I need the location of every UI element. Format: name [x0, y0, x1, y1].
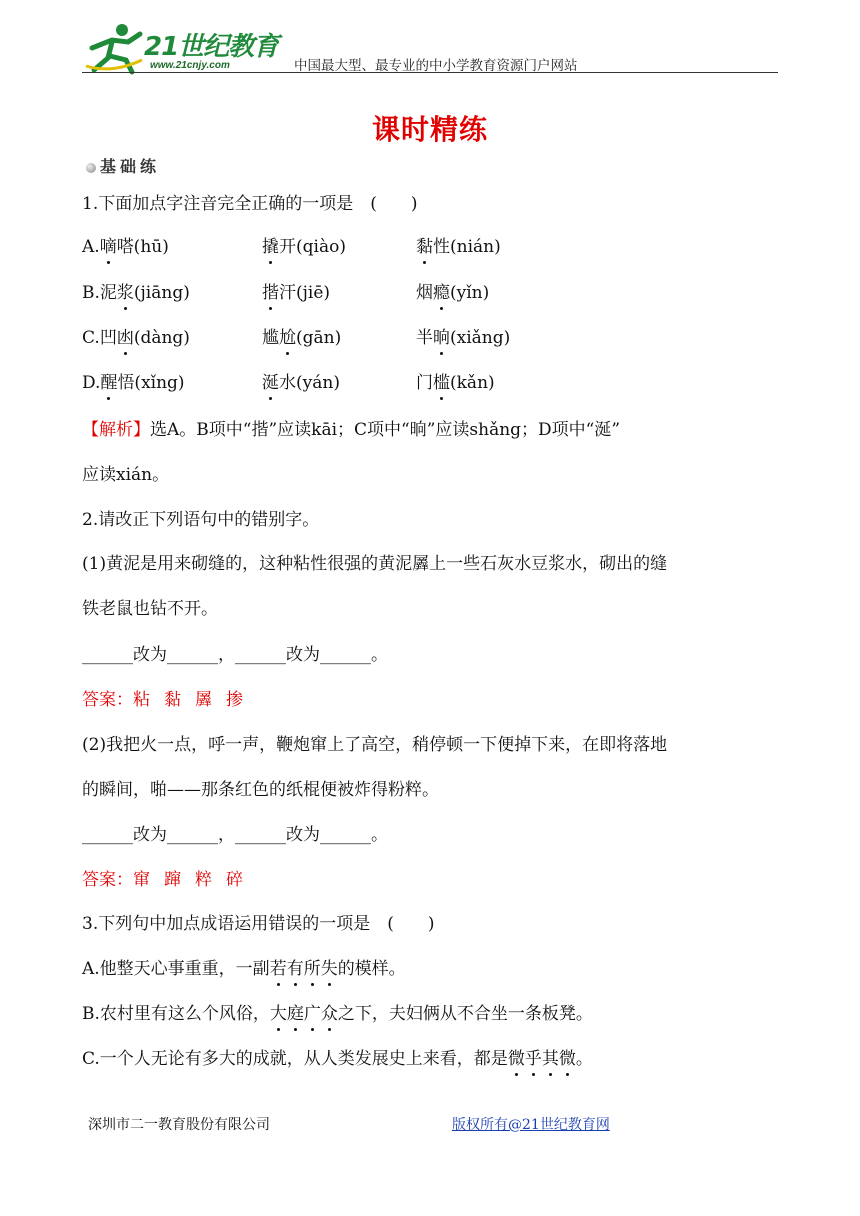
dotted-char: 黏: [416, 237, 433, 257]
word-prefix: 烟: [416, 283, 433, 303]
dotted-char: 失: [320, 959, 338, 979]
dotted-char: 其: [541, 1049, 559, 1069]
word-prefix: 半: [416, 328, 433, 348]
option-label: D.: [82, 373, 101, 393]
page-title: 课时精练: [371, 113, 488, 146]
dotted-char: 众: [320, 1004, 338, 1024]
dotted-char: 槛: [433, 373, 450, 393]
option-label: A.: [82, 237, 100, 257]
answer-value: 窜蹿粹碎: [133, 870, 257, 890]
dotted-char: 凼: [116, 328, 134, 348]
word-suffix: 开(qiào): [279, 237, 346, 257]
analysis-tag: 【解析】: [82, 420, 150, 440]
answer-label: 答案：: [82, 690, 133, 710]
dotted-char: 大: [269, 1004, 287, 1024]
dotted-char: 广: [303, 1004, 321, 1024]
dotted-char: 有: [286, 959, 304, 979]
q2-p1-line1: (1)黄泥是用来砌缝的，这种粘性很强的黄泥羼上一些石灰水豆浆水，砌出的缝: [82, 554, 668, 574]
word-prefix: 门: [416, 373, 433, 393]
word-suffix: (kǎn): [450, 373, 495, 393]
section-heading: [86, 154, 160, 177]
dotted-char: 若: [269, 959, 287, 979]
dotted-char: 乎: [524, 1049, 542, 1069]
q1-stem: 1.下面加点字注音完全正确的一项是 ( ): [82, 194, 418, 214]
word-suffix: (xiǎng): [450, 328, 511, 348]
q1-option-d-word-3: [416, 371, 495, 395]
option-text: 的模样。: [337, 959, 406, 979]
logo-text: 21世纪教育: [144, 32, 279, 62]
word-suffix: (dàng): [133, 328, 190, 348]
dotted-char: 揩: [262, 283, 279, 303]
option-text: 之下，夫妇俩从不合坐一条板凳。: [337, 1004, 593, 1024]
q2-p2-line1: (2)我把火一点，呼一声，鞭炮窜上了高空，稍停顿一下便掉下来，在即将落地: [82, 735, 668, 755]
dotted-char: 涎: [262, 373, 279, 393]
dotted-char: 浆: [116, 283, 134, 303]
dotted-char: 微: [558, 1049, 576, 1069]
word-prefix: 尴: [262, 328, 279, 348]
word-suffix: (jiāng): [133, 283, 190, 303]
site-logo: [82, 20, 282, 76]
word-suffix: 汗(jiē): [279, 283, 331, 303]
q2-answer2: [82, 868, 257, 892]
dotted-char: 尬: [279, 328, 296, 348]
word-suffix: (yǐn): [450, 283, 490, 303]
dotted-char: 醒: [100, 373, 118, 393]
word-suffix: 水(yán): [279, 373, 340, 393]
section-bullet-icon: [86, 163, 96, 173]
q3-option-c: [82, 1047, 593, 1071]
dotted-char: 晌: [433, 328, 450, 348]
q1-option-a-word-3: [416, 235, 501, 259]
q1-option-c-word-3: [416, 326, 510, 350]
dotted-char: 撬: [262, 237, 279, 257]
section-label: 基础练: [100, 157, 161, 176]
answer-value: 粘黏羼掺: [133, 690, 257, 710]
header-divider: [82, 72, 778, 73]
q1-option-a-word-2: [262, 235, 346, 259]
q2-p1-line2: 铁老鼠也钻不开。: [82, 599, 218, 619]
q1-option-d-word-2: [262, 371, 340, 395]
dotted-idiom: [270, 959, 338, 979]
q1-analysis-line1: [82, 418, 620, 442]
q2-stem: 2.请改正下列语句中的错别字。: [82, 510, 320, 530]
word-suffix: 嗒(hū): [116, 237, 169, 257]
footer-company: 深圳市二一教育股份有限公司: [88, 1117, 270, 1133]
word-suffix: (gān): [296, 328, 342, 348]
q1-analysis-line2: 应读xián。: [82, 465, 170, 485]
running-man-logo-icon: [82, 20, 146, 76]
analysis-text: 选A。B项中“揩”应读kāi；C项中“晌”应读shǎng；D项中“涎”: [150, 420, 621, 440]
q1-option-c-word-2: [262, 326, 341, 350]
q1-option-a-word-1: [82, 235, 169, 259]
q2-p1-blanks: ______改为______，______改为______。: [82, 645, 388, 665]
q1-option-b-word-2: [262, 281, 330, 305]
word-suffix: 悟(xǐng): [117, 373, 185, 393]
answer-label: 答案：: [82, 870, 133, 890]
dotted-char: 微: [507, 1049, 525, 1069]
dotted-idiom: [508, 1049, 576, 1069]
footer-copyright-link[interactable]: 版权所有@21世纪教育网: [452, 1117, 610, 1133]
word-prefix: 泥: [99, 283, 117, 303]
q1-option-b-word-3: [416, 281, 489, 305]
q2-p2-line2: 的瞬间，啪——那条红色的纸棍便被炸得粉粹。: [82, 780, 439, 800]
option-text: 。: [575, 1049, 593, 1069]
dotted-char: 瘾: [433, 283, 450, 303]
option-text: B.农村里有这么个风俗，: [82, 1004, 270, 1024]
q1-option-b-word-1: [82, 281, 190, 305]
option-text: A.他整天心事重重，一副: [82, 959, 270, 979]
q1-option-c-word-1: [82, 326, 190, 350]
dotted-char: 庭: [286, 1004, 304, 1024]
logo-url: www.21cnjy.com: [150, 60, 230, 71]
q2-answer1: [82, 688, 257, 712]
q3-stem: 3.下列句中加点成语运用错误的一项是 ( ): [82, 914, 435, 934]
dotted-char: 所: [303, 959, 321, 979]
q3-option-b: [82, 1002, 593, 1026]
dotted-idiom: [270, 1004, 338, 1024]
dotted-char: 嘀: [99, 237, 117, 257]
page-header: [82, 20, 778, 76]
word-prefix: 凹: [99, 328, 117, 348]
q1-option-d-word-1: [82, 371, 185, 395]
q3-option-a: [82, 957, 406, 981]
option-label: B.: [82, 283, 100, 303]
option-text: C.一个人无论有多大的成就，从人类发展史上来看，都是: [82, 1049, 508, 1069]
q2-p2-blanks: ______改为______，______改为______。: [82, 825, 388, 845]
word-suffix: 性(nián): [433, 237, 501, 257]
header-slogan: 中国最大型、最专业的中小学教育资源门户网站: [294, 58, 578, 74]
option-label: C.: [82, 328, 100, 348]
